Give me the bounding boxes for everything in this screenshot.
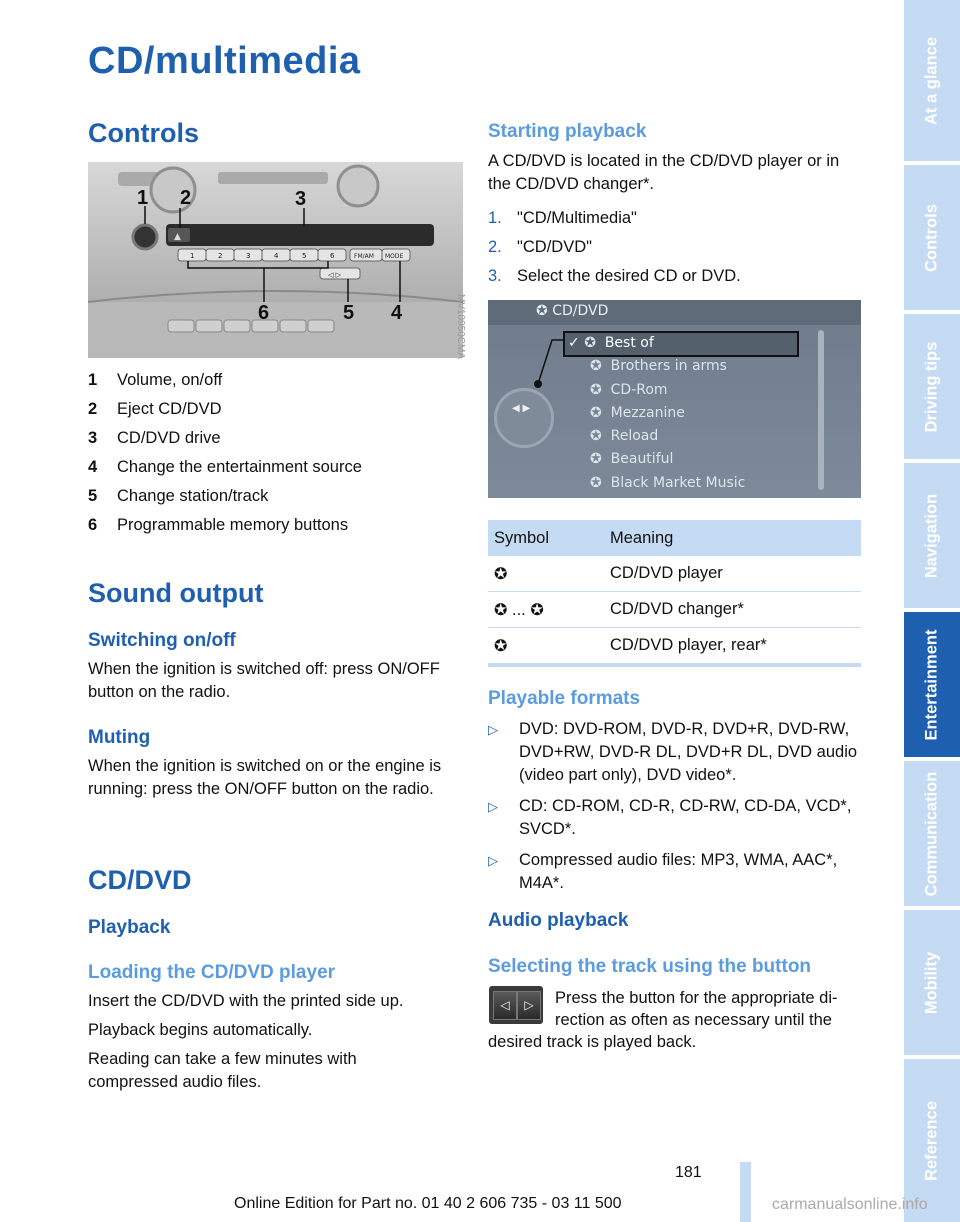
cddvd-heading: CD/DVD (88, 865, 192, 895)
table-header: Symbol (488, 520, 604, 556)
bullet-triangle-icon: ▷ (488, 799, 498, 814)
loading-text-2: Playback begins automatically. (88, 1021, 313, 1039)
cd-icon: ✪ (590, 381, 602, 398)
screen-controller-arrows: ◀ ▶ (512, 403, 531, 414)
cd-changer-icon: ✪ (494, 601, 508, 619)
switching-heading: Switching on/off (88, 630, 236, 651)
page-number: 181 (675, 1164, 702, 1181)
select-track-text-2: rection as often as necessary until the (555, 1011, 832, 1029)
panel-button-label: 5 (302, 252, 307, 260)
tab-at-a-glance[interactable]: At a glance (904, 0, 960, 161)
page-title: CD/multimedia (88, 40, 361, 82)
panel-button-label: 4 (274, 252, 279, 260)
screen-list-item[interactable]: ✪ Beautiful (590, 451, 674, 468)
loading-text-3: Reading can take a few minutes with compressed audio files. (88, 1050, 357, 1091)
cd-player-rear-icon: ✪ (494, 637, 508, 655)
svg-text:▲: ▲ (174, 232, 181, 242)
select-track-text-3: desired track is played back. (488, 1033, 697, 1051)
page-marker-bar (740, 1162, 751, 1222)
table-cell: CD/DVD player, rear* (604, 628, 861, 666)
callout-3: 3 (295, 188, 307, 210)
sound-output-heading: Sound output (88, 578, 264, 608)
svg-text:◁ ▷: ◁ ▷ (328, 271, 341, 279)
figure-code: MV10950CMA (455, 294, 466, 360)
loading-heading: Loading the CD/DVD player (88, 962, 336, 983)
table-row: ✪ ... ✪ CD/DVD changer* (488, 592, 861, 628)
starting-intro: A CD/DVD is located in the CD/DVD player or in the CD/DVD changer*. (488, 152, 840, 193)
cd-icon: ✪ (590, 428, 602, 445)
tab-entertainment[interactable]: Entertainment (904, 612, 960, 757)
legend-item: 4 Change the entertainment source (88, 458, 362, 476)
list-item: ▷ Compressed audio files: MP3, WMA, AAC*, M4A*. (488, 851, 838, 892)
select-track-heading: Selecting the track using the button (488, 956, 812, 977)
list-item: ▷ DVD: DVD-ROM, DVD-R, DVD+R, DVD-RW, DVD+RW, DVD-R DL, DVD+R DL, DVD audio (video part only), DVD video*. (488, 720, 858, 784)
legend-item: 5 Change station/track (88, 487, 269, 505)
tab-reference[interactable]: Reference (904, 1059, 960, 1222)
callout-5: 5 (343, 302, 355, 324)
idrive-screen (488, 300, 861, 498)
table-row (488, 556, 861, 592)
table-row (488, 628, 861, 666)
select-track-text-1: Press the button for the appropriate di- (555, 989, 838, 1007)
callout-4: 4 (391, 302, 403, 324)
panel-button-label: MODE (385, 253, 404, 260)
tab-communication[interactable]: Communication (904, 761, 960, 906)
screen-list-item[interactable]: ✪ Black Market Music (590, 474, 746, 491)
step-item: 1. "CD/Multimedia" (488, 209, 637, 227)
watermark: carmanualsonline.info (772, 1196, 928, 1213)
loading-text-1: Insert the CD/DVD with the printed side up. (88, 992, 404, 1010)
formats-heading: Playable formats (488, 688, 641, 709)
tab-driving-tips[interactable]: Driving tips (904, 314, 960, 459)
table-cell: CD/DVD changer* (604, 592, 861, 628)
bullet-triangle-icon: ▷ (488, 853, 498, 868)
legend-item: 1 Volume, on/off (88, 371, 223, 389)
checkmark-icon: ✓ (568, 335, 580, 351)
tab-mobility[interactable]: Mobility (904, 910, 960, 1055)
panel-button-label: FM/AM (354, 253, 374, 260)
callout-6: 6 (258, 302, 270, 324)
screen-list-item[interactable]: ✪ Brothers in arms (590, 358, 727, 375)
panel-button-label: 2 (218, 252, 223, 260)
next-track-icon: ▷ (517, 991, 541, 1020)
callout-2: 2 (180, 187, 192, 209)
step-item: 2. "CD/DVD" (488, 238, 592, 256)
table-cell: CD/DVD player (604, 556, 861, 592)
callout-1: 1 (137, 187, 149, 209)
radio-panel-figure (88, 162, 463, 358)
muting-text: When the ignition is switched on or the engine is running: press the ON/OFF button on the radio. (88, 757, 442, 798)
screen-list-item[interactable]: ✪ Mezzanine (590, 404, 685, 421)
cd-icon: ✪ (590, 404, 602, 421)
cd-icon: ✪ (590, 474, 602, 491)
side-tabs (904, 0, 960, 1222)
tab-controls[interactable]: Controls (904, 165, 960, 310)
cd-icon: ✪ (536, 303, 548, 319)
screen-list-item[interactable]: ✓ ✪ Best of (568, 335, 654, 351)
step-item: 3. Select the desired CD or DVD. (488, 267, 741, 285)
controls-heading: Controls (88, 118, 199, 148)
cd-player-icon: ✪ (494, 565, 508, 583)
legend-item: 2 Eject CD/DVD (88, 400, 222, 418)
cd-icon: ✪ (590, 358, 602, 375)
screen-list (568, 331, 808, 494)
footer-text: Online Edition for Part no. 01 40 2 606 735 - 03 11 500 (234, 1195, 622, 1212)
screen-list-item[interactable]: ✪ CD-Rom (590, 381, 668, 398)
tab-navigation[interactable]: Navigation (904, 463, 960, 608)
screen-title: ✪ CD/DVD (536, 303, 609, 319)
table-header: Meaning (604, 520, 861, 556)
panel-button-label: 6 (330, 252, 335, 260)
starting-heading: Starting playback (488, 121, 647, 142)
switching-text: When the ignition is switched off: press ON/OFF button on the radio. (88, 660, 440, 701)
bullet-triangle-icon: ▷ (488, 722, 498, 737)
legend-item: 3 CD/DVD drive (88, 429, 221, 447)
track-buttons-image (489, 986, 543, 1024)
screen-list-item[interactable]: ✪ Reload (590, 428, 659, 445)
list-item: ▷ CD: CD-ROM, CD-R, CD-RW, CD-DA, VCD*, SVCD*. (488, 797, 852, 838)
audio-heading: Audio playback (488, 910, 629, 931)
legend-item: 6 Programmable memory buttons (88, 516, 349, 534)
cd-icon: ✪ (584, 335, 596, 351)
symbol-table (488, 520, 861, 667)
previous-track-icon: ◁ (493, 991, 517, 1020)
muting-heading: Muting (88, 727, 151, 748)
playback-heading: Playback (88, 917, 171, 938)
panel-button-label: 1 (190, 252, 195, 260)
panel-button-label: 3 (246, 252, 251, 260)
cd-icon: ✪ (590, 451, 602, 468)
cd-changer-icon: ✪ (530, 601, 544, 619)
